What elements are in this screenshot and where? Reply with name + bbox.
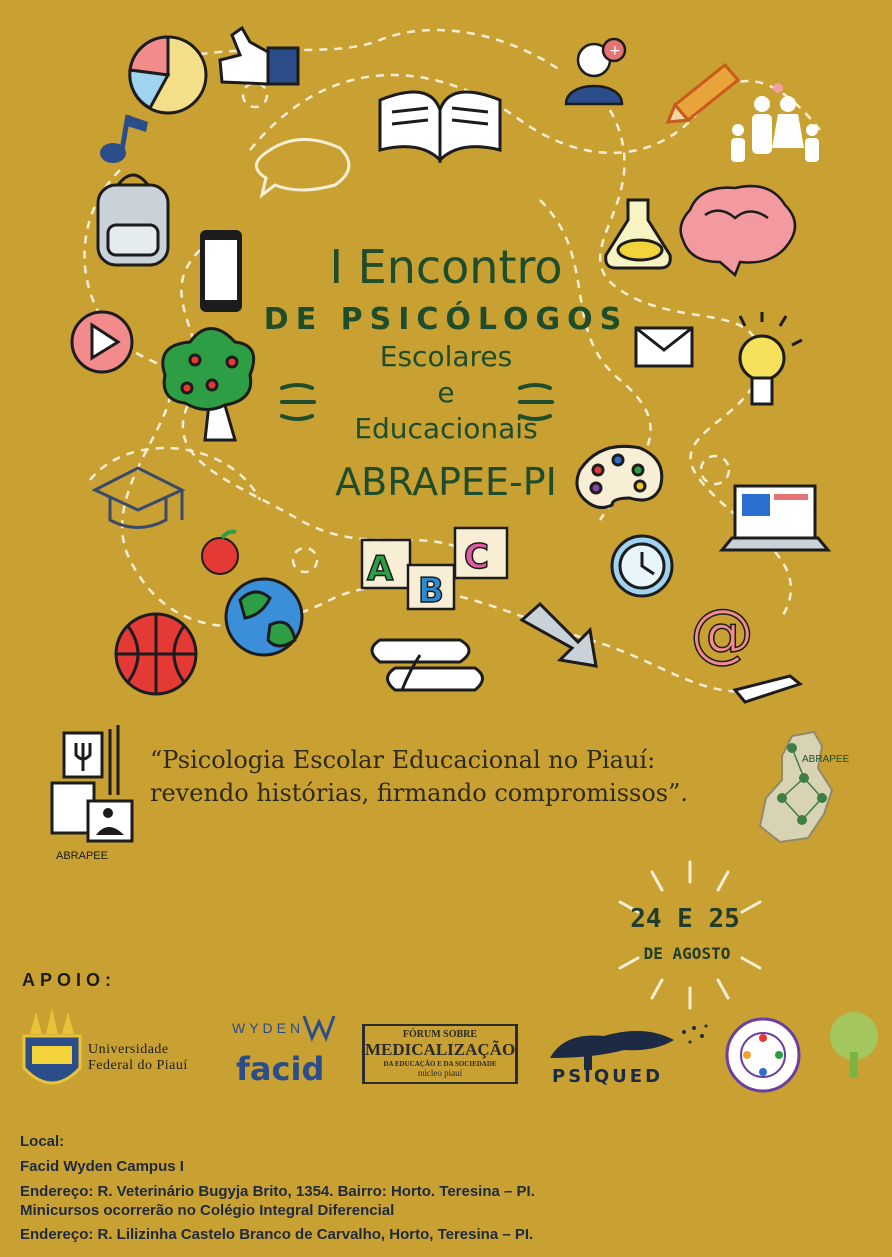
minicourses-note: Minicursos ocorrerão no Colégio Integral Diferencial bbox=[20, 1202, 395, 1219]
forum-logo-line-2: MEDICALIZAÇÃO bbox=[365, 1040, 516, 1059]
clock-icon bbox=[612, 536, 672, 596]
at-sign-icon bbox=[690, 597, 754, 671]
forum-logo-line-4: núcleo piauí bbox=[417, 1068, 463, 1078]
abrapee-pi-map-logo bbox=[752, 728, 864, 846]
wyden-logo-icon bbox=[302, 1012, 336, 1042]
forum-medicalizacao-logo bbox=[362, 1024, 518, 1084]
thumbs-up-icon bbox=[220, 28, 298, 84]
open-book-icon bbox=[380, 92, 500, 160]
event-title-line-2: DE PSICÓLOGOS bbox=[263, 302, 629, 337]
abrapee-pi-badge-text: ABRAPEE bbox=[802, 754, 850, 765]
quote-line-2: revendo histórias, firmando compromissos”. bbox=[150, 779, 689, 807]
diploma-scroll-icon bbox=[372, 640, 483, 690]
event-title-line-3: Escolares bbox=[379, 340, 513, 373]
globe-icon bbox=[226, 579, 302, 655]
location-campus: Facid Wyden Campus I bbox=[20, 1158, 184, 1175]
event-date-month: DE AGOSTO bbox=[643, 944, 731, 963]
abrapee-logo-caption: ABRAPEE bbox=[56, 850, 108, 862]
doctor-avatar-icon bbox=[566, 39, 625, 104]
event-organizer-title: ABRAPEE-PI bbox=[335, 460, 557, 504]
svg-text:+: + bbox=[609, 43, 621, 59]
event-title-line-5: Educacionais bbox=[354, 412, 538, 445]
family-icon bbox=[731, 83, 819, 162]
green-tree-logo-icon bbox=[826, 1008, 882, 1094]
abc-block-letters bbox=[367, 537, 489, 611]
pen-icon bbox=[735, 676, 800, 702]
location-address-2: Endereço: R. Lilizinha Castelo Branco de Carvalho, Horto, Teresina – PI. bbox=[20, 1226, 534, 1243]
abrapee-logo-icon bbox=[48, 725, 138, 850]
block-letter-a: A bbox=[367, 549, 394, 589]
svg-text:@: @ bbox=[690, 597, 754, 671]
ufpi-crest-icon bbox=[18, 1006, 86, 1094]
event-date-days: 24 E 25 bbox=[630, 904, 740, 934]
psychology-league-seal-icon bbox=[724, 1016, 802, 1094]
event-title-line-1: I Encontro bbox=[329, 240, 563, 294]
date-sunburst-icon bbox=[610, 860, 770, 1010]
wyden-logo-text: WYDEN bbox=[232, 1020, 305, 1036]
location-label: Local: bbox=[20, 1133, 65, 1150]
basketball-icon bbox=[116, 614, 196, 694]
ufpi-name-line-1: Universidade bbox=[88, 1042, 169, 1057]
psiqued-logo-text: PSIQUED bbox=[552, 1066, 664, 1087]
facid-logo-text: facid bbox=[236, 1050, 325, 1088]
apple-icon bbox=[202, 532, 238, 574]
block-letter-c: C bbox=[464, 537, 489, 577]
support-heading: APOIO: bbox=[22, 970, 117, 990]
event-title-line-4: e bbox=[437, 376, 455, 409]
pencil-icon bbox=[668, 65, 738, 122]
forum-logo-line-1: FÓRUM SOBRE bbox=[402, 1029, 478, 1040]
forum-logo-line-3: DA EDUCAÇÃO E DA SOCIEDADE bbox=[383, 1060, 497, 1068]
pie-chart-icon bbox=[130, 37, 206, 113]
event-theme-quote bbox=[150, 744, 770, 810]
location-address-1: Endereço: R. Veterinário Bugyja Brito, 1354. Bairro: Horto. Teresina – PI. bbox=[20, 1183, 535, 1200]
ufpi-name-line-2: Federal do Piauí bbox=[88, 1058, 188, 1073]
quote-line-1: “Psicologia Escolar Educacional no Piauí: bbox=[150, 746, 656, 774]
music-note-icon bbox=[100, 115, 148, 163]
block-letter-b: B bbox=[418, 571, 444, 611]
arrow-icon bbox=[522, 604, 596, 666]
speech-bubble-icon bbox=[256, 139, 348, 195]
